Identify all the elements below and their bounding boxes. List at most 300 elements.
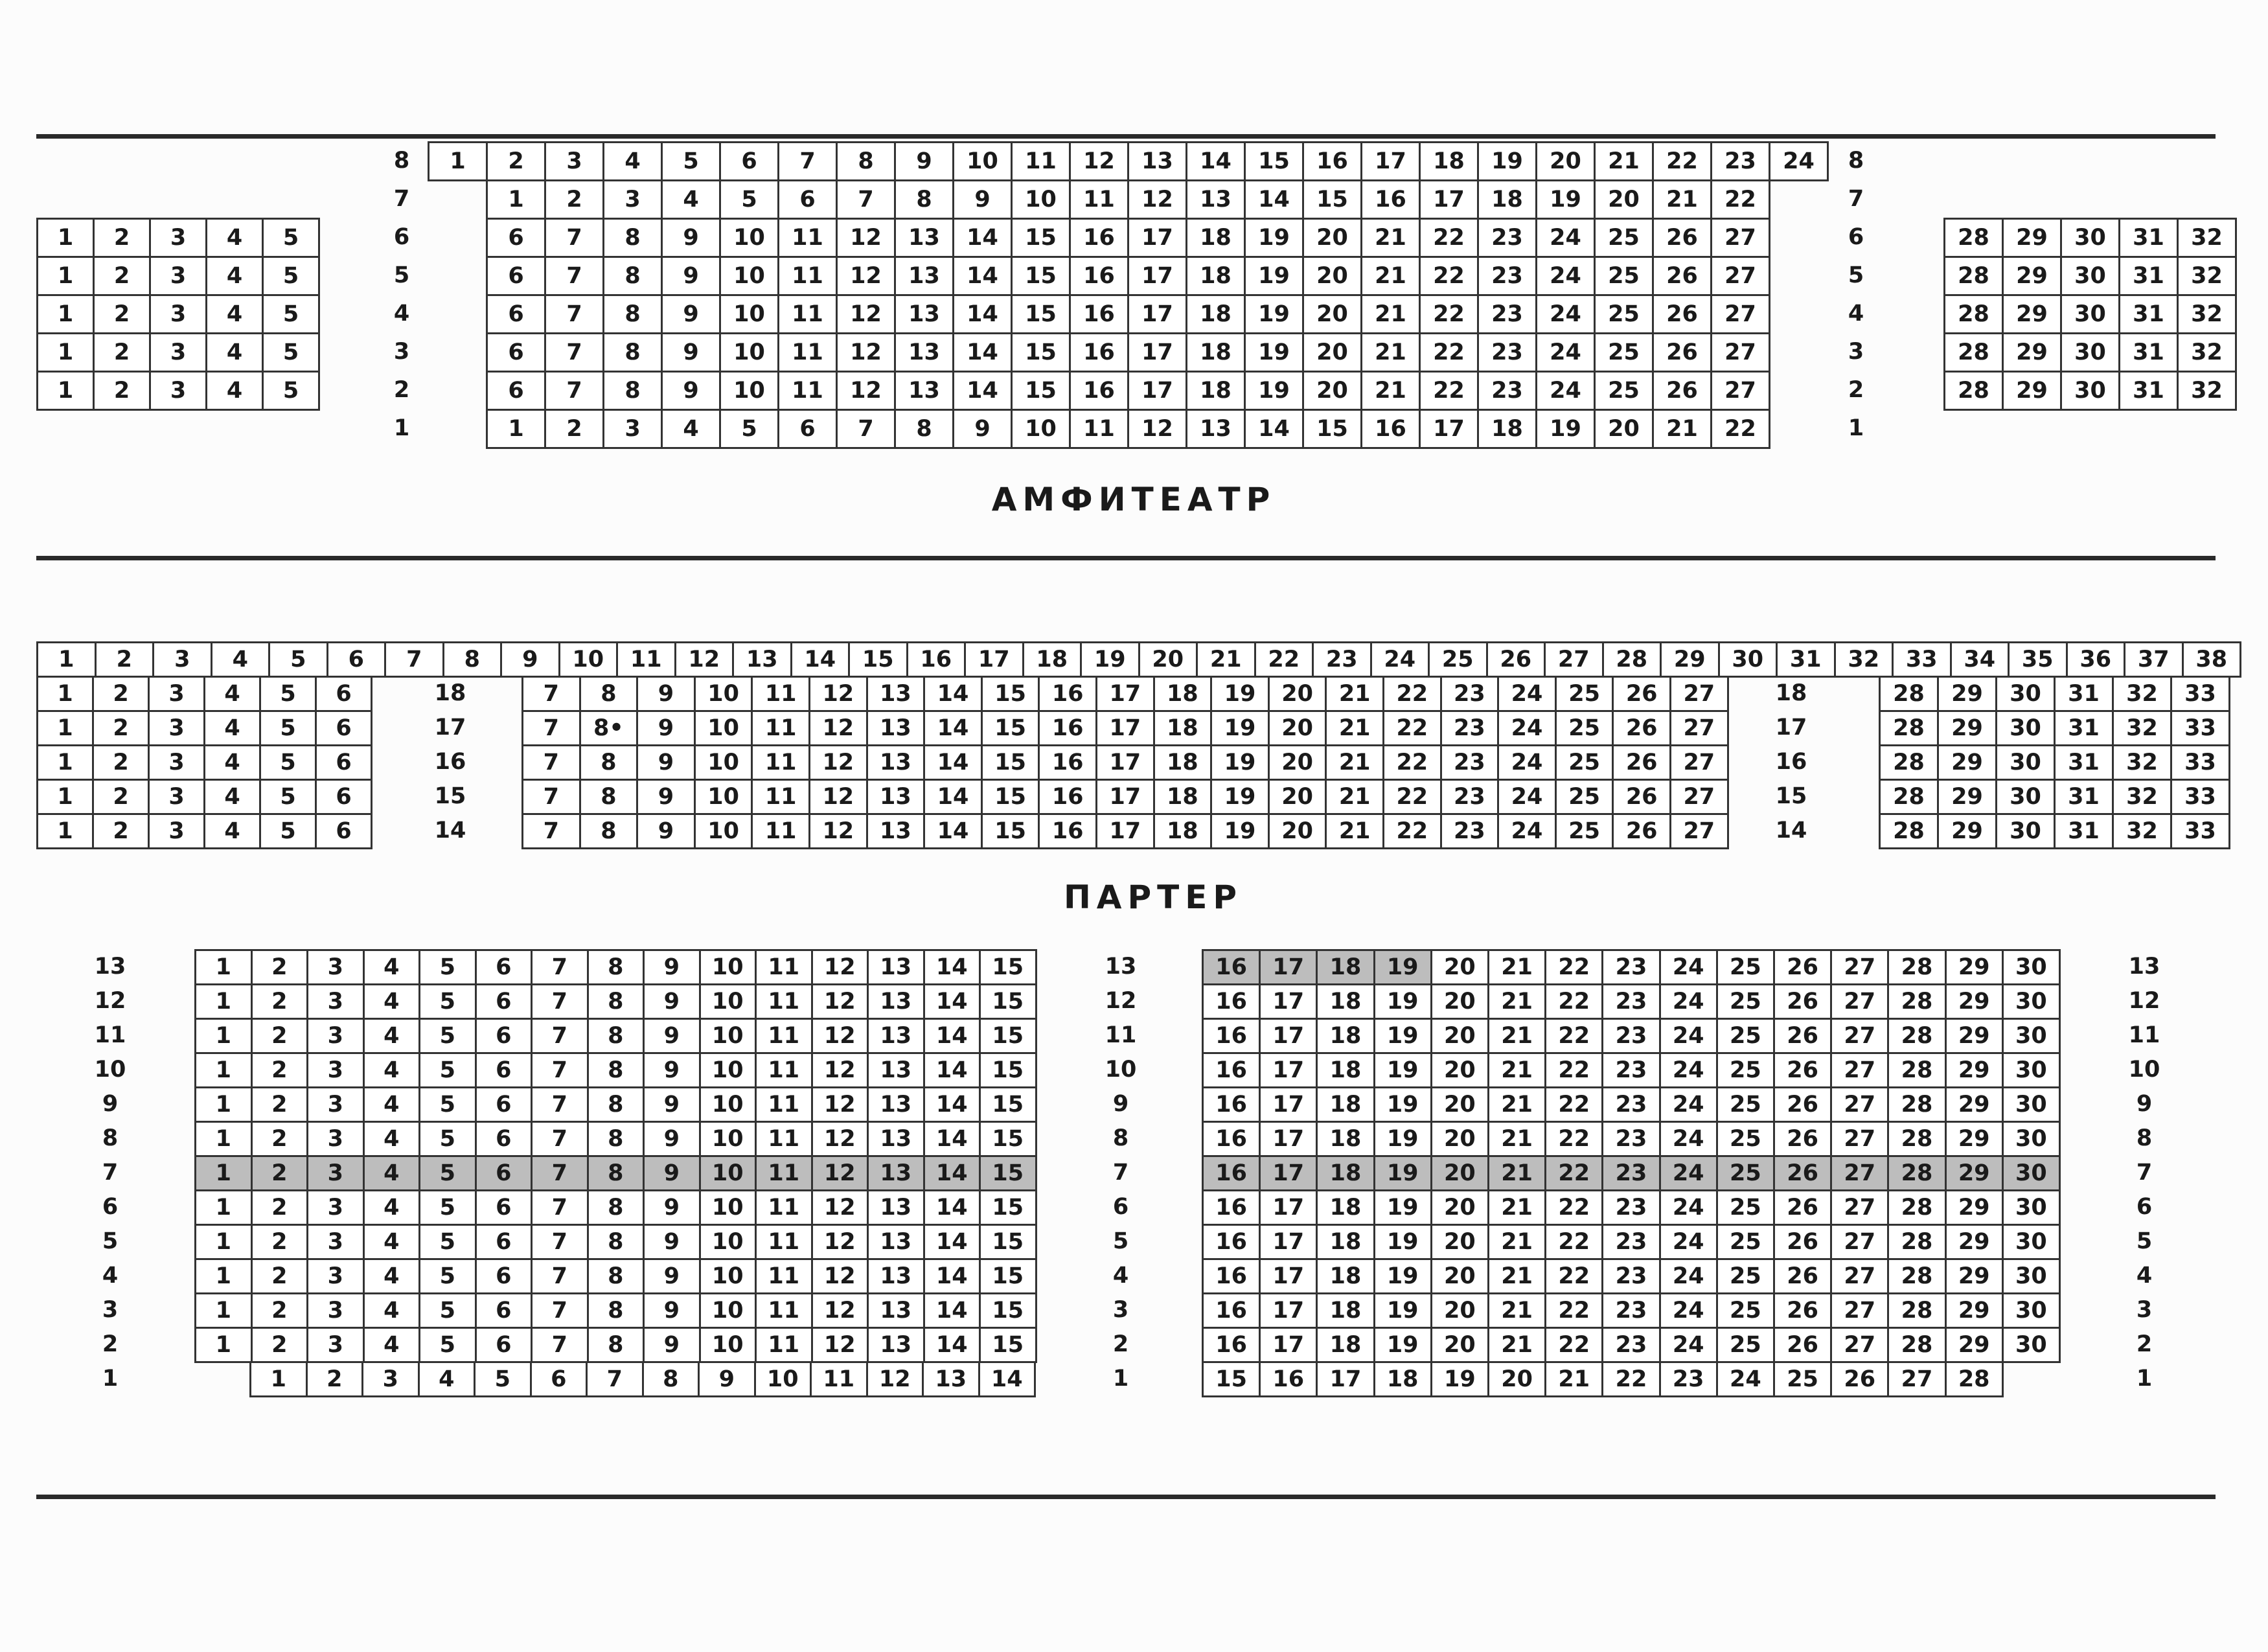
seat[interactable]: 23 bbox=[1601, 1121, 1660, 1157]
seat[interactable]: 3 bbox=[306, 1086, 365, 1123]
seat[interactable]: 7 bbox=[521, 813, 581, 849]
seat[interactable]: 30 bbox=[2002, 1155, 2061, 1191]
seat[interactable]: 18 bbox=[1316, 983, 1375, 1020]
seat[interactable]: 8 bbox=[587, 983, 645, 1020]
seat[interactable]: 12 bbox=[808, 744, 868, 781]
seat[interactable]: 5 bbox=[418, 1224, 477, 1260]
seat[interactable]: 27 bbox=[1830, 1086, 1889, 1123]
seat[interactable]: 13 bbox=[732, 641, 792, 678]
seat[interactable]: 26 bbox=[1773, 1327, 1832, 1363]
seat[interactable]: 30 bbox=[2060, 256, 2120, 296]
seat[interactable]: 10 bbox=[699, 983, 757, 1020]
seat[interactable]: 18 bbox=[1153, 710, 1213, 746]
seat[interactable]: 27 bbox=[1669, 676, 1729, 712]
seat[interactable]: 8 bbox=[894, 409, 954, 449]
seat[interactable]: 8 bbox=[587, 1121, 645, 1157]
seat[interactable]: 23 bbox=[1440, 813, 1500, 849]
seat[interactable]: 28 bbox=[1879, 744, 1939, 781]
seat[interactable]: 8 bbox=[587, 1155, 645, 1191]
seat[interactable]: 18 bbox=[1316, 1292, 1375, 1329]
seat[interactable]: 10 bbox=[699, 1155, 757, 1191]
seat[interactable]: 11 bbox=[751, 744, 810, 781]
seat[interactable]: 9 bbox=[643, 1292, 701, 1329]
seat[interactable]: 10 bbox=[719, 218, 779, 258]
seat[interactable]: 6 bbox=[475, 1052, 533, 1088]
seat[interactable]: 9 bbox=[661, 371, 721, 411]
seat[interactable]: 24 bbox=[1659, 949, 1718, 985]
seat[interactable]: 28 bbox=[1943, 294, 2004, 334]
seat[interactable]: 14 bbox=[952, 294, 1013, 334]
seat[interactable]: 11 bbox=[755, 1121, 813, 1157]
seat[interactable]: 10 bbox=[719, 294, 779, 334]
seat[interactable]: 28 bbox=[1887, 1292, 1946, 1329]
seat[interactable]: 19 bbox=[1210, 744, 1270, 781]
seat[interactable]: 19 bbox=[1244, 218, 1304, 258]
seat[interactable]: 27 bbox=[1830, 1121, 1889, 1157]
seat[interactable]: 5 bbox=[418, 983, 477, 1020]
seat[interactable]: 20 bbox=[1430, 949, 1489, 985]
seat[interactable]: 5 bbox=[418, 1189, 477, 1226]
seat[interactable]: 9 bbox=[636, 779, 696, 815]
seat[interactable]: 1 bbox=[36, 779, 94, 815]
seat[interactable]: 22 bbox=[1419, 256, 1479, 296]
seat[interactable]: 21 bbox=[1652, 179, 1712, 220]
seat[interactable]: 8 bbox=[587, 1018, 645, 1054]
seat[interactable]: 3 bbox=[306, 1052, 365, 1088]
seat[interactable]: 24 bbox=[1716, 1361, 1775, 1397]
seat[interactable]: 24 bbox=[1535, 294, 1596, 334]
seat[interactable]: 11 bbox=[1011, 141, 1071, 181]
seat[interactable]: 20 bbox=[1535, 141, 1596, 181]
seat[interactable]: 3 bbox=[306, 1018, 365, 1054]
seat[interactable]: 11 bbox=[616, 641, 676, 678]
seat[interactable]: 2 bbox=[93, 294, 151, 334]
seat[interactable]: 21 bbox=[1487, 1224, 1546, 1260]
seat[interactable]: 19 bbox=[1373, 1189, 1432, 1226]
seat[interactable]: 28 bbox=[1879, 710, 1939, 746]
seat[interactable]: 22 bbox=[1544, 1121, 1603, 1157]
seat[interactable]: 1 bbox=[194, 983, 253, 1020]
seat[interactable]: 15 bbox=[979, 1018, 1037, 1054]
seat[interactable]: 1 bbox=[194, 1155, 253, 1191]
seat[interactable]: 27 bbox=[1544, 641, 1604, 678]
seat[interactable]: 17 bbox=[1259, 1292, 1318, 1329]
seat[interactable]: 7 bbox=[531, 1189, 589, 1226]
seat[interactable]: 28 bbox=[1879, 676, 1939, 712]
seat[interactable]: 26 bbox=[1773, 1086, 1832, 1123]
seat[interactable]: 2 bbox=[251, 1292, 309, 1329]
seat[interactable]: 18 bbox=[1419, 141, 1479, 181]
seat[interactable]: 27 bbox=[1830, 1258, 1889, 1294]
seat[interactable]: 12 bbox=[811, 983, 869, 1020]
seat[interactable]: 7 bbox=[531, 1052, 589, 1088]
seat[interactable]: 17 bbox=[1095, 676, 1155, 712]
seat[interactable]: 22 bbox=[1544, 1086, 1603, 1123]
seat[interactable]: 6 bbox=[486, 332, 546, 373]
seat[interactable]: 25 bbox=[1555, 744, 1614, 781]
seat[interactable]: 16 bbox=[1038, 744, 1097, 781]
seat[interactable]: 28 bbox=[1602, 641, 1662, 678]
seat[interactable]: 14 bbox=[952, 371, 1013, 411]
seat[interactable]: 20 bbox=[1594, 409, 1654, 449]
seat[interactable]: 18 bbox=[1022, 641, 1082, 678]
seat[interactable]: 31 bbox=[2118, 332, 2179, 373]
seat[interactable]: 8• bbox=[579, 710, 639, 746]
seat[interactable]: 28 bbox=[1887, 949, 1946, 985]
seat[interactable]: 15 bbox=[1244, 141, 1304, 181]
seat[interactable]: 15 bbox=[1011, 256, 1071, 296]
seat[interactable]: 12 bbox=[1127, 179, 1187, 220]
seat[interactable]: 11 bbox=[751, 710, 810, 746]
seat[interactable]: 5 bbox=[268, 641, 328, 678]
seat[interactable]: 4 bbox=[363, 983, 421, 1020]
seat[interactable]: 27 bbox=[1710, 256, 1770, 296]
seat[interactable]: 7 bbox=[777, 141, 838, 181]
seat[interactable]: 13 bbox=[867, 983, 925, 1020]
seat[interactable]: 20 bbox=[1430, 1155, 1489, 1191]
seat[interactable]: 8 bbox=[579, 779, 639, 815]
seat[interactable]: 28 bbox=[1887, 1121, 1946, 1157]
seat[interactable]: 9 bbox=[661, 332, 721, 373]
seat[interactable]: 31 bbox=[2054, 710, 2114, 746]
seat[interactable]: 3 bbox=[148, 710, 205, 746]
seat[interactable]: 5 bbox=[719, 409, 779, 449]
seat[interactable]: 23 bbox=[1601, 1052, 1660, 1088]
seat[interactable]: 25 bbox=[1716, 983, 1775, 1020]
seat[interactable]: 25 bbox=[1428, 641, 1488, 678]
seat[interactable]: 1 bbox=[194, 1052, 253, 1088]
seat[interactable]: 2 bbox=[251, 1155, 309, 1191]
seat[interactable]: 21 bbox=[1487, 949, 1546, 985]
seat[interactable]: 12 bbox=[811, 1258, 869, 1294]
seat[interactable]: 19 bbox=[1430, 1361, 1489, 1397]
seat[interactable]: 4 bbox=[205, 371, 264, 411]
seat[interactable]: 6 bbox=[486, 371, 546, 411]
seat[interactable]: 23 bbox=[1659, 1361, 1718, 1397]
seat[interactable]: 10 bbox=[1011, 409, 1071, 449]
seat[interactable]: 6 bbox=[530, 1361, 588, 1397]
seat[interactable]: 20 bbox=[1302, 332, 1362, 373]
seat[interactable]: 15 bbox=[1011, 218, 1071, 258]
seat[interactable]: 1 bbox=[194, 1258, 253, 1294]
seat[interactable]: 14 bbox=[923, 983, 981, 1020]
seat[interactable]: 35 bbox=[2008, 641, 2068, 678]
seat[interactable]: 2 bbox=[92, 779, 150, 815]
seat[interactable]: 1 bbox=[36, 710, 94, 746]
seat[interactable]: 27 bbox=[1830, 1018, 1889, 1054]
seat[interactable]: 9 bbox=[643, 1189, 701, 1226]
seat[interactable]: 18 bbox=[1316, 949, 1375, 985]
seat[interactable]: 26 bbox=[1773, 983, 1832, 1020]
seat[interactable]: 33 bbox=[2170, 710, 2230, 746]
seat[interactable]: 6 bbox=[315, 676, 372, 712]
seat[interactable]: 2 bbox=[251, 1052, 309, 1088]
seat[interactable]: 7 bbox=[531, 1155, 589, 1191]
seat[interactable]: 23 bbox=[1440, 710, 1500, 746]
seat[interactable]: 30 bbox=[2002, 1052, 2061, 1088]
seat[interactable]: 25 bbox=[1594, 371, 1654, 411]
seat[interactable]: 19 bbox=[1210, 676, 1270, 712]
seat[interactable]: 32 bbox=[2112, 813, 2172, 849]
seat[interactable]: 28 bbox=[1879, 813, 1939, 849]
seat[interactable]: 15 bbox=[979, 949, 1037, 985]
seat[interactable]: 13 bbox=[867, 1121, 925, 1157]
seat[interactable]: 7 bbox=[531, 983, 589, 1020]
seat[interactable]: 12 bbox=[811, 1155, 869, 1191]
seat[interactable]: 12 bbox=[811, 1327, 869, 1363]
seat[interactable]: 33 bbox=[2170, 676, 2230, 712]
seat[interactable]: 11 bbox=[751, 779, 810, 815]
seat[interactable]: 28 bbox=[1887, 1086, 1946, 1123]
seat[interactable]: 11 bbox=[751, 676, 810, 712]
seat[interactable]: 3 bbox=[149, 332, 207, 373]
seat[interactable]: 22 bbox=[1544, 1292, 1603, 1329]
seat[interactable]: 25 bbox=[1555, 710, 1614, 746]
seat[interactable]: 29 bbox=[1660, 641, 1720, 678]
seat[interactable]: 26 bbox=[1612, 813, 1671, 849]
seat[interactable]: 21 bbox=[1487, 983, 1546, 1020]
seat[interactable]: 20 bbox=[1430, 1327, 1489, 1363]
seat[interactable]: 3 bbox=[602, 409, 663, 449]
seat[interactable]: 22 bbox=[1419, 218, 1479, 258]
seat[interactable]: 14 bbox=[923, 1018, 981, 1054]
seat[interactable]: 15 bbox=[981, 744, 1040, 781]
seat[interactable]: 10 bbox=[694, 744, 753, 781]
seat[interactable]: 1 bbox=[36, 641, 97, 678]
seat[interactable]: 3 bbox=[152, 641, 212, 678]
seat[interactable]: 28 bbox=[1887, 1018, 1946, 1054]
seat[interactable]: 19 bbox=[1373, 1052, 1432, 1088]
seat[interactable]: 2 bbox=[93, 256, 151, 296]
seat[interactable]: 4 bbox=[363, 1121, 421, 1157]
seat[interactable]: 13 bbox=[867, 1258, 925, 1294]
seat[interactable]: 33 bbox=[2170, 779, 2230, 815]
seat[interactable]: 24 bbox=[1535, 256, 1596, 296]
seat[interactable]: 19 bbox=[1244, 294, 1304, 334]
seat[interactable]: 2 bbox=[251, 1121, 309, 1157]
seat[interactable]: 21 bbox=[1360, 294, 1421, 334]
seat[interactable]: 6 bbox=[475, 1292, 533, 1329]
seat[interactable]: 4 bbox=[661, 179, 721, 220]
seat[interactable]: 19 bbox=[1373, 1018, 1432, 1054]
seat[interactable]: 6 bbox=[315, 744, 372, 781]
seat[interactable]: 3 bbox=[306, 1155, 365, 1191]
seat[interactable]: 22 bbox=[1544, 1224, 1603, 1260]
seat[interactable]: 14 bbox=[923, 1224, 981, 1260]
seat[interactable]: 7 bbox=[531, 1327, 589, 1363]
seat[interactable]: 6 bbox=[475, 949, 533, 985]
seat[interactable]: 9 bbox=[643, 983, 701, 1020]
seat[interactable]: 20 bbox=[1302, 294, 1362, 334]
seat[interactable]: 5 bbox=[418, 1327, 477, 1363]
seat[interactable]: 30 bbox=[2060, 371, 2120, 411]
seat[interactable]: 10 bbox=[699, 1189, 757, 1226]
seat[interactable]: 25 bbox=[1716, 1018, 1775, 1054]
seat[interactable]: 13 bbox=[894, 218, 954, 258]
seat[interactable]: 26 bbox=[1773, 1018, 1832, 1054]
seat[interactable]: 29 bbox=[1937, 676, 1997, 712]
seat[interactable]: 21 bbox=[1487, 1121, 1546, 1157]
seat[interactable]: 5 bbox=[418, 1292, 477, 1329]
seat[interactable]: 25 bbox=[1716, 949, 1775, 985]
seat[interactable]: 2 bbox=[251, 1327, 309, 1363]
seat[interactable]: 2 bbox=[251, 1189, 309, 1226]
seat[interactable]: 26 bbox=[1773, 1155, 1832, 1191]
seat[interactable]: 25 bbox=[1716, 1189, 1775, 1226]
seat[interactable]: 24 bbox=[1659, 1155, 1718, 1191]
seat[interactable]: 31 bbox=[2054, 744, 2114, 781]
seat[interactable]: 1 bbox=[194, 1189, 253, 1226]
seat[interactable]: 11 bbox=[755, 1327, 813, 1363]
seat[interactable]: 38 bbox=[2182, 641, 2242, 678]
seat[interactable]: 31 bbox=[2054, 779, 2114, 815]
seat[interactable]: 14 bbox=[923, 710, 983, 746]
seat[interactable]: 19 bbox=[1373, 1086, 1432, 1123]
seat[interactable]: 22 bbox=[1544, 983, 1603, 1020]
seat[interactable]: 17 bbox=[1259, 1327, 1318, 1363]
seat[interactable]: 16 bbox=[1360, 409, 1421, 449]
seat[interactable]: 20 bbox=[1430, 1224, 1489, 1260]
seat[interactable]: 23 bbox=[1601, 1189, 1660, 1226]
seat[interactable]: 25 bbox=[1716, 1292, 1775, 1329]
seat[interactable]: 26 bbox=[1612, 710, 1671, 746]
seat[interactable]: 9 bbox=[661, 218, 721, 258]
seat[interactable]: 16 bbox=[1202, 1121, 1261, 1157]
seat[interactable]: 22 bbox=[1382, 779, 1442, 815]
seat[interactable]: 2 bbox=[251, 983, 309, 1020]
seat[interactable]: 32 bbox=[2177, 218, 2237, 258]
seat[interactable]: 13 bbox=[867, 1155, 925, 1191]
seat[interactable]: 23 bbox=[1710, 141, 1770, 181]
seat[interactable]: 2 bbox=[544, 409, 604, 449]
seat[interactable]: 10 bbox=[699, 1121, 757, 1157]
seat[interactable]: 31 bbox=[2118, 294, 2179, 334]
seat[interactable]: 13 bbox=[866, 744, 926, 781]
seat[interactable]: 21 bbox=[1594, 141, 1654, 181]
seat[interactable]: 9 bbox=[636, 744, 696, 781]
seat[interactable]: 1 bbox=[36, 813, 94, 849]
seat[interactable]: 4 bbox=[602, 141, 663, 181]
seat[interactable]: 21 bbox=[1652, 409, 1712, 449]
seat[interactable]: 5 bbox=[418, 1086, 477, 1123]
seat[interactable]: 18 bbox=[1186, 332, 1246, 373]
seat[interactable]: 23 bbox=[1477, 371, 1537, 411]
seat[interactable]: 30 bbox=[2002, 983, 2061, 1020]
seat[interactable]: 11 bbox=[755, 1258, 813, 1294]
seat[interactable]: 3 bbox=[149, 371, 207, 411]
seat[interactable]: 3 bbox=[361, 1361, 420, 1397]
seat[interactable]: 3 bbox=[306, 949, 365, 985]
seat[interactable]: 30 bbox=[2002, 1086, 2061, 1123]
seat[interactable]: 8 bbox=[579, 813, 639, 849]
seat[interactable]: 13 bbox=[866, 779, 926, 815]
seat[interactable]: 15 bbox=[979, 1292, 1037, 1329]
seat[interactable]: 13 bbox=[867, 1086, 925, 1123]
seat[interactable]: 31 bbox=[1776, 641, 1836, 678]
seat[interactable]: 9 bbox=[643, 1018, 701, 1054]
seat[interactable]: 18 bbox=[1153, 813, 1213, 849]
seat[interactable]: 19 bbox=[1373, 983, 1432, 1020]
seat[interactable]: 10 bbox=[952, 141, 1013, 181]
seat[interactable]: 30 bbox=[2002, 1327, 2061, 1363]
seat[interactable]: 5 bbox=[262, 256, 320, 296]
seat[interactable]: 14 bbox=[923, 779, 983, 815]
seat[interactable]: 18 bbox=[1186, 294, 1246, 334]
seat[interactable]: 7 bbox=[531, 1224, 589, 1260]
seat[interactable]: 2 bbox=[251, 1224, 309, 1260]
seat[interactable]: 24 bbox=[1497, 710, 1557, 746]
seat[interactable]: 13 bbox=[866, 676, 926, 712]
seat[interactable]: 21 bbox=[1325, 779, 1384, 815]
seat[interactable]: 20 bbox=[1268, 710, 1327, 746]
seat[interactable]: 7 bbox=[544, 294, 604, 334]
seat[interactable]: 12 bbox=[811, 1292, 869, 1329]
seat[interactable]: 20 bbox=[1430, 1292, 1489, 1329]
seat[interactable]: 31 bbox=[2054, 676, 2114, 712]
seat[interactable]: 9 bbox=[643, 949, 701, 985]
seat[interactable]: 22 bbox=[1382, 710, 1442, 746]
seat[interactable]: 3 bbox=[149, 294, 207, 334]
seat[interactable]: 10 bbox=[558, 641, 619, 678]
seat[interactable]: 2 bbox=[93, 371, 151, 411]
seat[interactable]: 15 bbox=[979, 1155, 1037, 1191]
seat[interactable]: 11 bbox=[777, 294, 838, 334]
seat[interactable]: 15 bbox=[979, 1224, 1037, 1260]
seat[interactable]: 4 bbox=[203, 779, 261, 815]
seat[interactable]: 11 bbox=[755, 1189, 813, 1226]
seat[interactable]: 26 bbox=[1612, 744, 1671, 781]
seat[interactable]: 19 bbox=[1477, 141, 1537, 181]
seat[interactable]: 9 bbox=[643, 1258, 701, 1294]
seat[interactable]: 22 bbox=[1382, 676, 1442, 712]
seat[interactable]: 10 bbox=[719, 332, 779, 373]
seat[interactable]: 5 bbox=[259, 676, 317, 712]
seat[interactable]: 27 bbox=[1669, 744, 1729, 781]
seat[interactable]: 26 bbox=[1830, 1361, 1889, 1397]
seat[interactable]: 1 bbox=[36, 676, 94, 712]
seat[interactable]: 2 bbox=[251, 949, 309, 985]
seat[interactable]: 8 bbox=[579, 744, 639, 781]
seat[interactable]: 15 bbox=[1011, 294, 1071, 334]
seat[interactable]: 32 bbox=[2112, 710, 2172, 746]
seat[interactable]: 6 bbox=[486, 256, 546, 296]
seat[interactable]: 24 bbox=[1659, 1018, 1718, 1054]
seat[interactable]: 1 bbox=[36, 332, 95, 373]
seat[interactable]: 19 bbox=[1373, 1258, 1432, 1294]
seat[interactable]: 13 bbox=[866, 813, 926, 849]
seat[interactable]: 14 bbox=[923, 1155, 981, 1191]
seat[interactable]: 14 bbox=[923, 1258, 981, 1294]
seat[interactable]: 30 bbox=[2002, 1121, 2061, 1157]
seat[interactable]: 21 bbox=[1325, 744, 1384, 781]
seat[interactable]: 12 bbox=[811, 949, 869, 985]
seat[interactable]: 28 bbox=[1943, 256, 2004, 296]
seat[interactable]: 9 bbox=[643, 1327, 701, 1363]
seat[interactable]: 15 bbox=[981, 676, 1040, 712]
seat[interactable]: 9 bbox=[952, 409, 1013, 449]
seat[interactable]: 23 bbox=[1601, 1155, 1660, 1191]
seat[interactable]: 15 bbox=[979, 1121, 1037, 1157]
seat[interactable]: 1 bbox=[36, 294, 95, 334]
seat[interactable]: 11 bbox=[751, 813, 810, 849]
seat[interactable]: 5 bbox=[418, 1258, 477, 1294]
seat[interactable]: 7 bbox=[531, 1258, 589, 1294]
seat[interactable]: 17 bbox=[1127, 371, 1187, 411]
seat[interactable]: 1 bbox=[249, 1361, 308, 1397]
seat[interactable]: 12 bbox=[808, 779, 868, 815]
seat[interactable]: 24 bbox=[1769, 141, 1829, 181]
seat[interactable]: 16 bbox=[1202, 1292, 1261, 1329]
